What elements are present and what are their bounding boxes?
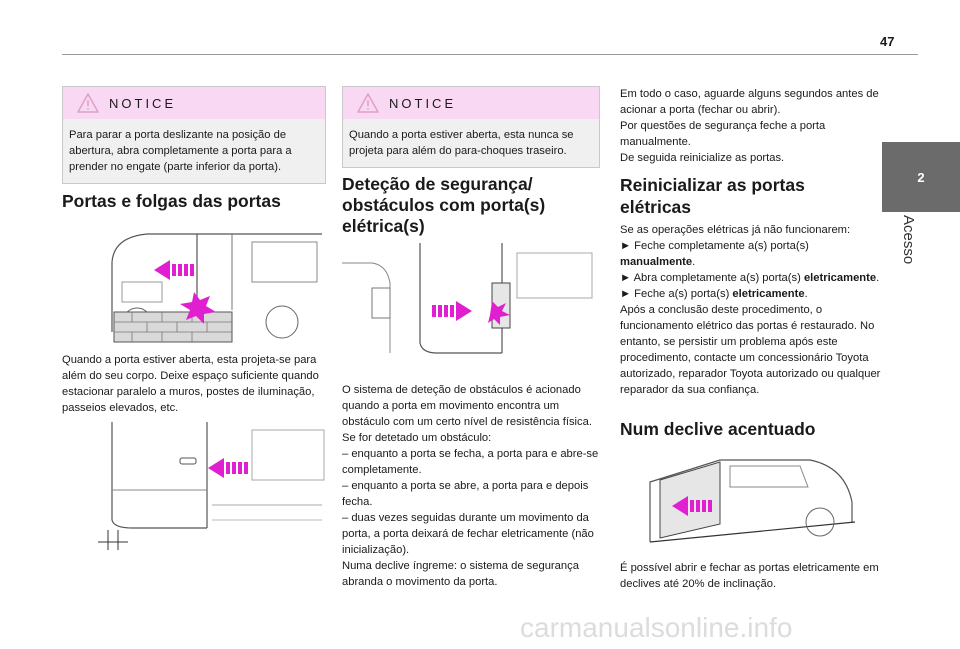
obstacle-detection-text [342, 382, 604, 590]
header-rule [62, 54, 918, 55]
notice-box-1 [62, 86, 326, 184]
warning-icon [357, 93, 379, 113]
reset-step-3: ► Feche a(s) porta(s) eletricamente. [620, 288, 808, 300]
notice-title: NOTICE [389, 95, 457, 111]
reset-text [620, 222, 882, 398]
notice-header [63, 87, 325, 119]
notice-text: Para parar a porta deslizante na posição de abertura, abra completamente a porta para a prender no engate (parte inferior da porta). [69, 129, 292, 173]
van-slope-illustration [620, 452, 860, 552]
intro-paragraph: De seguida reinicialize as portas. [620, 152, 785, 164]
watermark: carmanualsonline.info [520, 612, 793, 643]
warning-icon [77, 93, 99, 113]
intro-text [620, 86, 882, 166]
van-door-wall-illustration [92, 222, 326, 344]
chapter-title: Acesso [900, 215, 917, 265]
obstacle-paragraph: Numa declive íngreme: o sistema de segurança abranda o movimento da porta. [342, 560, 579, 588]
chapter-tab[interactable]: 2 [882, 142, 960, 212]
notice-text: Quando a porta estiver aberta, esta nunca se projeta para além do para-choques traseiro. [349, 129, 574, 157]
page-number: 47 [880, 34, 895, 49]
notice-header [343, 87, 599, 119]
intro-paragraph: Por questões de segurança feche a porta manualmente. [620, 120, 826, 148]
notice-title: NOTICE [109, 95, 177, 111]
obstacle-paragraph: – enquanto a porta se abre, a porta para e depois fecha. [342, 480, 589, 508]
section-heading-obstacle-detection: Deteção de segurança/ obstáculos com porta(s) elétrica(s) [342, 174, 546, 236]
van-obstacle-illustration [342, 243, 598, 373]
notice-box-2 [342, 86, 600, 168]
reset-step-2: ► Abra completamente a(s) porta(s) eletricamente. [620, 272, 880, 284]
section-heading-reset-doors: Reinicializar as portas elétricas [620, 175, 805, 217]
section-heading-steep-slope: Num declive acentuado [620, 419, 816, 439]
intro-paragraph: Em todo o caso, aguarde alguns segundos antes de acionar a porta (fechar ou abrir). [620, 88, 879, 116]
obstacle-paragraph: O sistema de deteção de obstáculos é acionado quando a porta em movimento encontra um obstáculo com um certo nível de resistência física. Se for detetado um obstáculo: [342, 384, 592, 444]
reset-intro: Se as operações elétricas já não funcionarem: [620, 224, 851, 236]
paragraph-steep-slope: É possível abrir e fechar as portas eletricamente em declives até 20% de inclinação. [620, 562, 879, 590]
obstacle-paragraph: – enquanto a porta se fecha, a porta para e abre-se completamente. [342, 448, 599, 476]
reset-after: Após a conclusão deste procedimento, o funcionamento elétrico das portas é restaurado. No entanto, se persistir um problema após este procedimento, contacte um concessionário Toyota autorizado, reparador Toyota autorizado ou qualquer reparador da sua confiança. [620, 304, 881, 396]
van-rear-door-illustration [92, 420, 326, 550]
section-heading-doors-clearance: Portas e folgas das portas [62, 191, 281, 211]
obstacle-paragraph: – duas vezes seguidas durante um movimento da porta, a porta deixará de fechar eletricamente (não inicialização). [342, 512, 594, 556]
reset-step-1: ► Feche completamente a(s) porta(s) manualmente. [620, 240, 809, 268]
paragraph-doors-clearance: Quando a porta estiver aberta, esta projeta-se para além do seu corpo. Deixe espaço suficiente quando estacionar paralelo a muros, postes de iluminação, passeios elevados, etc. [62, 354, 319, 414]
